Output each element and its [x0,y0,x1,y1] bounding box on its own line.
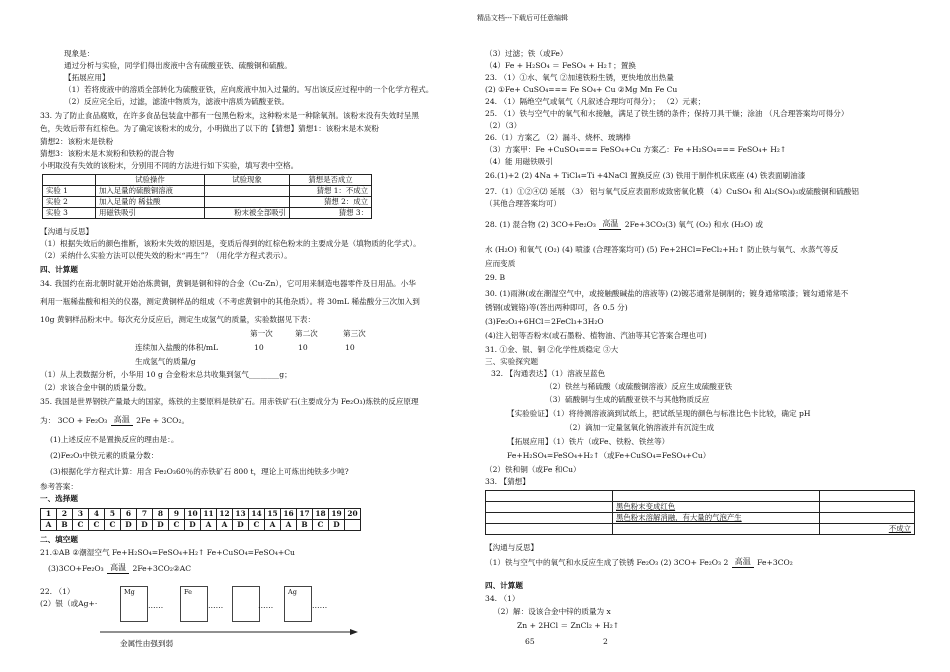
section-heading: 四、计算题 [485,581,523,590]
equation-left: (3)3CO+Fe₂O₃ [48,564,104,573]
answer-value-cell: B [57,520,73,531]
answer-number-cell: 14 [249,509,265,520]
answer-number-cell: 2 [57,509,73,520]
text-line: （3）方案甲：Fe +CuSO₄=== FeSO₄+Cu 方案乙：Fe +H₂SO₄=== FeSO₄+ H₂↑ [485,145,787,154]
text-line: 【实验验证】（1）将待测溶液滴到试纸上，把试纸呈现的颜色与标准比色卡比较，确定 pH [507,409,811,418]
text-line: 参考答案： [40,482,78,491]
answer-number-cell: 8 [153,509,169,520]
answer-value-cell: A [217,520,233,531]
dots: …… [148,601,164,610]
answer-number-cell: 18 [313,509,329,520]
answer-value-cell: C [249,520,265,531]
text-line: 水 (H₂O) 和氧气 (O₂) (4) 喷漆 (合理答案均可) (5) Fe+2HCl=FeCl₂+H₂↑ 防止铁与氧气、水蒸气等反 [485,245,839,254]
answer-value-cell: D [121,520,137,531]
table-row [43,186,372,197]
equation-line [485,220,763,230]
table-row [43,197,372,208]
text-line: （4）能 用磁铁吸引 [485,157,553,166]
text-line: 通过分析与实验，同学们得出废液中含有硫酸亚铁、硫酸铜和硫酸。 [64,61,292,70]
section-label: 33. 【猜想】 [485,477,530,486]
answer-value-cell: B [297,520,313,531]
text-line: 27.（1）①②④⑵ 延展 （3） 铝与氧气反应表面形成致密氧化膜 （4）CuSO₄ 和 Al₂(SO₄)₃或硫酸铜和硫酸铝 [485,187,859,196]
text-line: （2）（3） [485,121,522,130]
text-line: 25. （1）铁与空气中的氧气和水接触，满足了铁生锈的条件；保持刀具干燥；涂油 （凡合理答案均可得分） [485,109,849,118]
text-line: 31. ①金、银、铜 ②化学性质稳定 ③大 [485,345,619,354]
answer-number-cell: 9 [169,509,185,520]
condition-text: 高温 [602,219,619,228]
text-line: 29. B [485,273,506,282]
text-line: 22. （1） [40,587,75,596]
text-line: 10g 黄铜样品粉末中。每次充分反应后，测定生成氢气的质量，实验数据见下表： [40,315,316,324]
equation-right: 2Fe+3CO₂(3) 氧气 (O₂) 和水 (H₂O) 或 [624,220,764,229]
equation-line [485,558,793,568]
metal-box [120,586,148,622]
arrow-line [100,628,360,636]
answer-number-cell: 6 [121,509,137,520]
table-cell: 用磁铁吸引 [96,208,205,219]
box-label: Fe [184,588,193,596]
reaction-condition [107,564,129,574]
table-cell: 黑色粉末溶解消融，有大量的气泡产生 [613,513,820,524]
answer-value-cell: A [281,520,297,531]
text-line: （2）铁和铜（或Fe 和Cu） [485,465,581,474]
answer-number-cell: 19 [329,509,345,520]
answer-value-cell: A [41,520,57,531]
answer-number-cell: 20 [345,509,361,520]
table-cell: 猜想 3： [290,208,372,219]
table-header-row [43,175,372,186]
text-line: （1）若将废液中的溶质全部转化为硫酸亚铁，应向废液中加入过量的。写出该反应过程中的一个化学方程式。 [64,85,434,94]
answer-value-row [41,520,361,531]
question-34: 34. 我国约在南北朝时就开始冶炼黄铜，黄铜是铜和锌的合金（Cu-Zn），它可用来制造电器零件及日用品。小华 [40,279,416,288]
reaction-condition [732,558,754,568]
answer-number-cell: 13 [233,509,249,520]
text-line: 利用一瓶稀盐酸和相关的仪器，测定黄铜样品的组成（不考虑黄铜中的其他杂质）。将 30mL 稀盐酸分三次加入到 [40,297,420,306]
text-line: Fe+H₂SO₄=FeSO₄+H₂↑（或Fe+CuSO₄=FeSO₄+Cu） [507,451,711,460]
section-heading: 三、实验探究题 [485,357,539,366]
table-cell: 实验 2 [43,197,96,208]
text-line: 小明取没有失效的该粉末，分别用不同的方法进行如下实验，填写表中空格。 [40,161,299,170]
answer-value-cell: C [169,520,185,531]
answer-value-cell: D [137,520,153,531]
text-line: (4)注入铝等否粉末(或石墨粉、植物油、汽油等其它答案合理也可) [485,331,707,340]
equation-line [48,564,191,574]
table-row [486,491,915,502]
text-line: （2）求该合金中铜的质量分数。 [40,383,152,392]
answer-value-cell: D [329,520,345,531]
table-cell: 黑色粉末变成红色 [613,502,820,513]
table-cell: 不成立 [820,524,915,535]
table-cell: 加入足量的 稀盐酸 [96,197,205,208]
data-cell: 10 [254,343,264,352]
table-cell [205,197,290,208]
text-line: 现象是： [64,49,95,58]
equation-left: 为： 3CO + Fe₂O₃ [40,416,108,425]
answer-table [40,508,361,531]
metal-box [180,586,208,622]
data-col-header: 第二次 [295,329,318,338]
text-line: 24. （1）隔绝空气或氧气（凡叙述合理均可得分）； （2）元素； [485,97,706,106]
text-line: (3)根据化学方程式计算：用含 Fe₂O₃60％的赤铁矿石 800 t，理论上可炼出纯铁多少吨? [50,467,349,476]
question-33: 33. 为了防止食品腐败，在许多食品包装盒中都有一包黑色粉末，这种粉末是一种除氧剂。该粉末没有失效时呈黑 [40,111,419,120]
table-row [486,524,915,535]
condition-text: 高温 [110,563,127,572]
table-cell: 加入足量的硫酸铜溶液 [96,186,205,197]
dots: …… [258,601,274,610]
answer-value-cell: A [265,520,281,531]
answer-value-cell: C [73,520,89,531]
table-row [43,208,372,219]
table-cell: 粉末被全部吸引 [205,208,290,219]
equation-left: 28. (1) 混合物 (2) 3CO+Fe₂O₃ [485,220,596,229]
table-row [486,513,915,524]
answer-value-cell: D [233,520,249,531]
data-col-header: 第三次 [343,329,366,338]
answer-value-cell: C [89,520,105,531]
text-line: 猜想2：该粉末是铁粉 [40,137,114,146]
box-label: Mg [124,588,135,596]
text-line: （2）滴加一定量氢氧化钠溶液并有沉淀生成 [565,423,715,432]
arrow-label: 金属性由强到弱 [120,639,174,648]
equation-right: Fe+3CO₂ [757,558,793,567]
table-cell [205,186,290,197]
data-col-header: 第一次 [250,329,273,338]
text-line: 26.（1）方案乙 （2）漏斗、烧杯、玻璃棒 [485,133,631,142]
guess-table [485,490,915,535]
section-label: 【沟通与反思】 [485,543,539,552]
text-line: （2）反应完全后，过滤，滤渣中物质为，滤液中溶质为硫酸亚铁。 [64,97,290,106]
answer-number-cell: 1 [41,509,57,520]
text-line: （其他合理答案均可） [485,199,561,208]
text-line: （4）Fe + H₂SO₄ ＝ FeSO₄ + H₂↑；置换 [485,61,636,70]
data-cell: 10 [345,343,355,352]
text-line: （2）铁丝与稀硫酸（或硫酸铜溶液）反应生成硫酸亚铁 [545,382,733,391]
metal-box [284,586,312,622]
table-cell [43,175,96,186]
data-cell: 10 [298,343,308,352]
text-line: 23. （1）①水、氧气 ②加速铁粉生锈，更快地放出热量 [485,73,674,82]
metal-box [232,586,260,622]
table-row [486,502,915,513]
equation-line [40,416,189,426]
text-line: (2) ①Fe+ CuSO₄=== Fe SO₄+ Cu ②Mg Mn Fe Cu [485,85,678,94]
reaction-condition [111,416,133,426]
text-line: （1）根据失效后的颜色推断，该粉末失效的原因是，变质后得到的红棕色粉末的主要成分是（填物质的化学式）。 [40,239,421,248]
answer-value-cell: A [201,520,217,531]
answer-value-cell: D [185,520,201,531]
dots: …… [312,601,328,610]
equation-line: Zn + 2HCl ＝ ZnCl₂ + H₂↑ [517,621,620,630]
text-line: (1)上述反应不是置换反应的理由是：。 [50,435,179,444]
text-line: (3)Fe₂O₃+6HCl＝2FeCl₃+3H₂O [485,317,604,326]
text-line: (2)Fe₂O₃中铁元素的质量分数： [50,451,159,460]
equation-right: 2Fe + 3CO₂。 [136,416,190,425]
answer-value-cell: C [105,520,121,531]
table-cell: 实验 1 [43,186,96,197]
answer-value-cell [345,520,361,531]
text-line: 34. （1） [485,594,520,603]
text-line: 30. (1)雨淋(或在潮湿空气中，或接触酸碱盐的溶液等) (2)镀芯通常是铜制的；镀身通常喷漆；镀勾通常是不 [485,289,849,298]
section-label: 【拓展应用】 [64,73,110,82]
section-label: 【沟通与反思】 [40,227,94,236]
data-row-label: 连续加入盐酸的体积/mL [135,343,219,352]
condition-text: 高温 [113,415,130,424]
text-line: 应而变质 [485,259,516,268]
answer-number-cell: 11 [201,509,217,520]
text-line: 21.①AB ②潮湿空气 Fe+H₂SO₄=FeSO₄+H₂↑ Fe+CuSO₄=FeSO₄+Cu [40,548,295,557]
table-cell: 猜想 1：不成立 [290,186,372,197]
answer-number-cell: 3 [73,509,89,520]
answer-number-cell: 4 [89,509,105,520]
text-line: (2）银（或Ag+· [40,599,98,608]
reaction-condition [599,220,621,230]
text-line: （2）采纳什么实验方法可以使失效的粉末“再生”？（用化学方程式表示）。 [40,251,292,260]
table-cell: 试验操作 [96,175,205,186]
answer-number-cell: 12 [217,509,233,520]
text-line: 32. 【沟通表达】（1）溶液呈蓝色 [491,369,606,378]
answer-number-cell: 15 [265,509,281,520]
text-line: 65 [525,637,535,646]
table-cell: 猜想 2：成立 [290,197,372,208]
dots: …… [208,601,224,610]
experiment-table [42,174,372,219]
box-label: Ag [288,588,297,596]
text-line: 色，失效后带有红棕色。为了确定该粉末的成分，小明做出了以下的【猜想】猜想1：该粉末是木炭粉 [40,124,379,133]
data-row-label: 生成氢气的质量/g [135,357,196,366]
table-cell: 试验现象 [205,175,290,186]
section-heading: 二、填空题 [40,535,78,544]
equation-right: 2Fe+3CO₂②AC [132,564,192,573]
answer-number-row [41,509,361,520]
condition-text: 高温 [734,557,751,566]
table-cell: 猜想是否成立 [290,175,372,186]
answer-number-cell: 17 [297,509,313,520]
text-line: （3）过滤；铁（或Fe） [485,49,568,58]
section-heading: 一、选择题 [40,494,78,503]
answer-value-cell: C [313,520,329,531]
question-35: 35. 我国是世界钢铁产量最大的国家，炼铁的主要原料是铁矿石。用赤铁矿石(主要成分为 Fe₂O₃)炼铁的反应原理 [40,397,419,406]
page-header: 精品文档---下载后可任意编辑 [476,14,569,22]
answer-number-cell: 7 [137,509,153,520]
text-line: （1）从上表数据分析，小华用 10 g 合金粉末总共收集到氢气________g； [40,370,292,379]
text-line: （2）解：设该合金中锌的质量为 x [493,607,611,616]
section-heading: 四、计算题 [40,265,78,274]
text-line: 2 [603,637,608,646]
text-line: 猜想3：该粉末是木炭粉和铁粉的混合物 [40,149,174,158]
answer-number-cell: 10 [185,509,201,520]
equation-left: （1）铁与空气中的氧气和水反应生成了铁锈 Fe₂O₃ (2) 3CO+ Fe₂O₃ 2 [485,558,729,567]
answer-value-cell: D [153,520,169,531]
answer-number-cell: 5 [105,509,121,520]
text-line: （3）硫酸铜与生成的硫酸亚铁不与其他物质反应 [545,395,710,404]
text-line: 【拓展应用】（1）铁片（或Fe、铁粉、铁丝等） [507,437,670,446]
text-line: 锈钢(或镀铬)等(答出两种即可，各 0.5 分) [485,303,628,312]
table-cell: 实验 3 [43,208,96,219]
text-line: 26.(1)+2 (2) 4Na + TiCl₄=Ti +4NaCl 置换反应 (3) 铁用于制作机床底座 (4) 铁表面刷油漆 [485,171,806,180]
answer-number-cell: 16 [281,509,297,520]
